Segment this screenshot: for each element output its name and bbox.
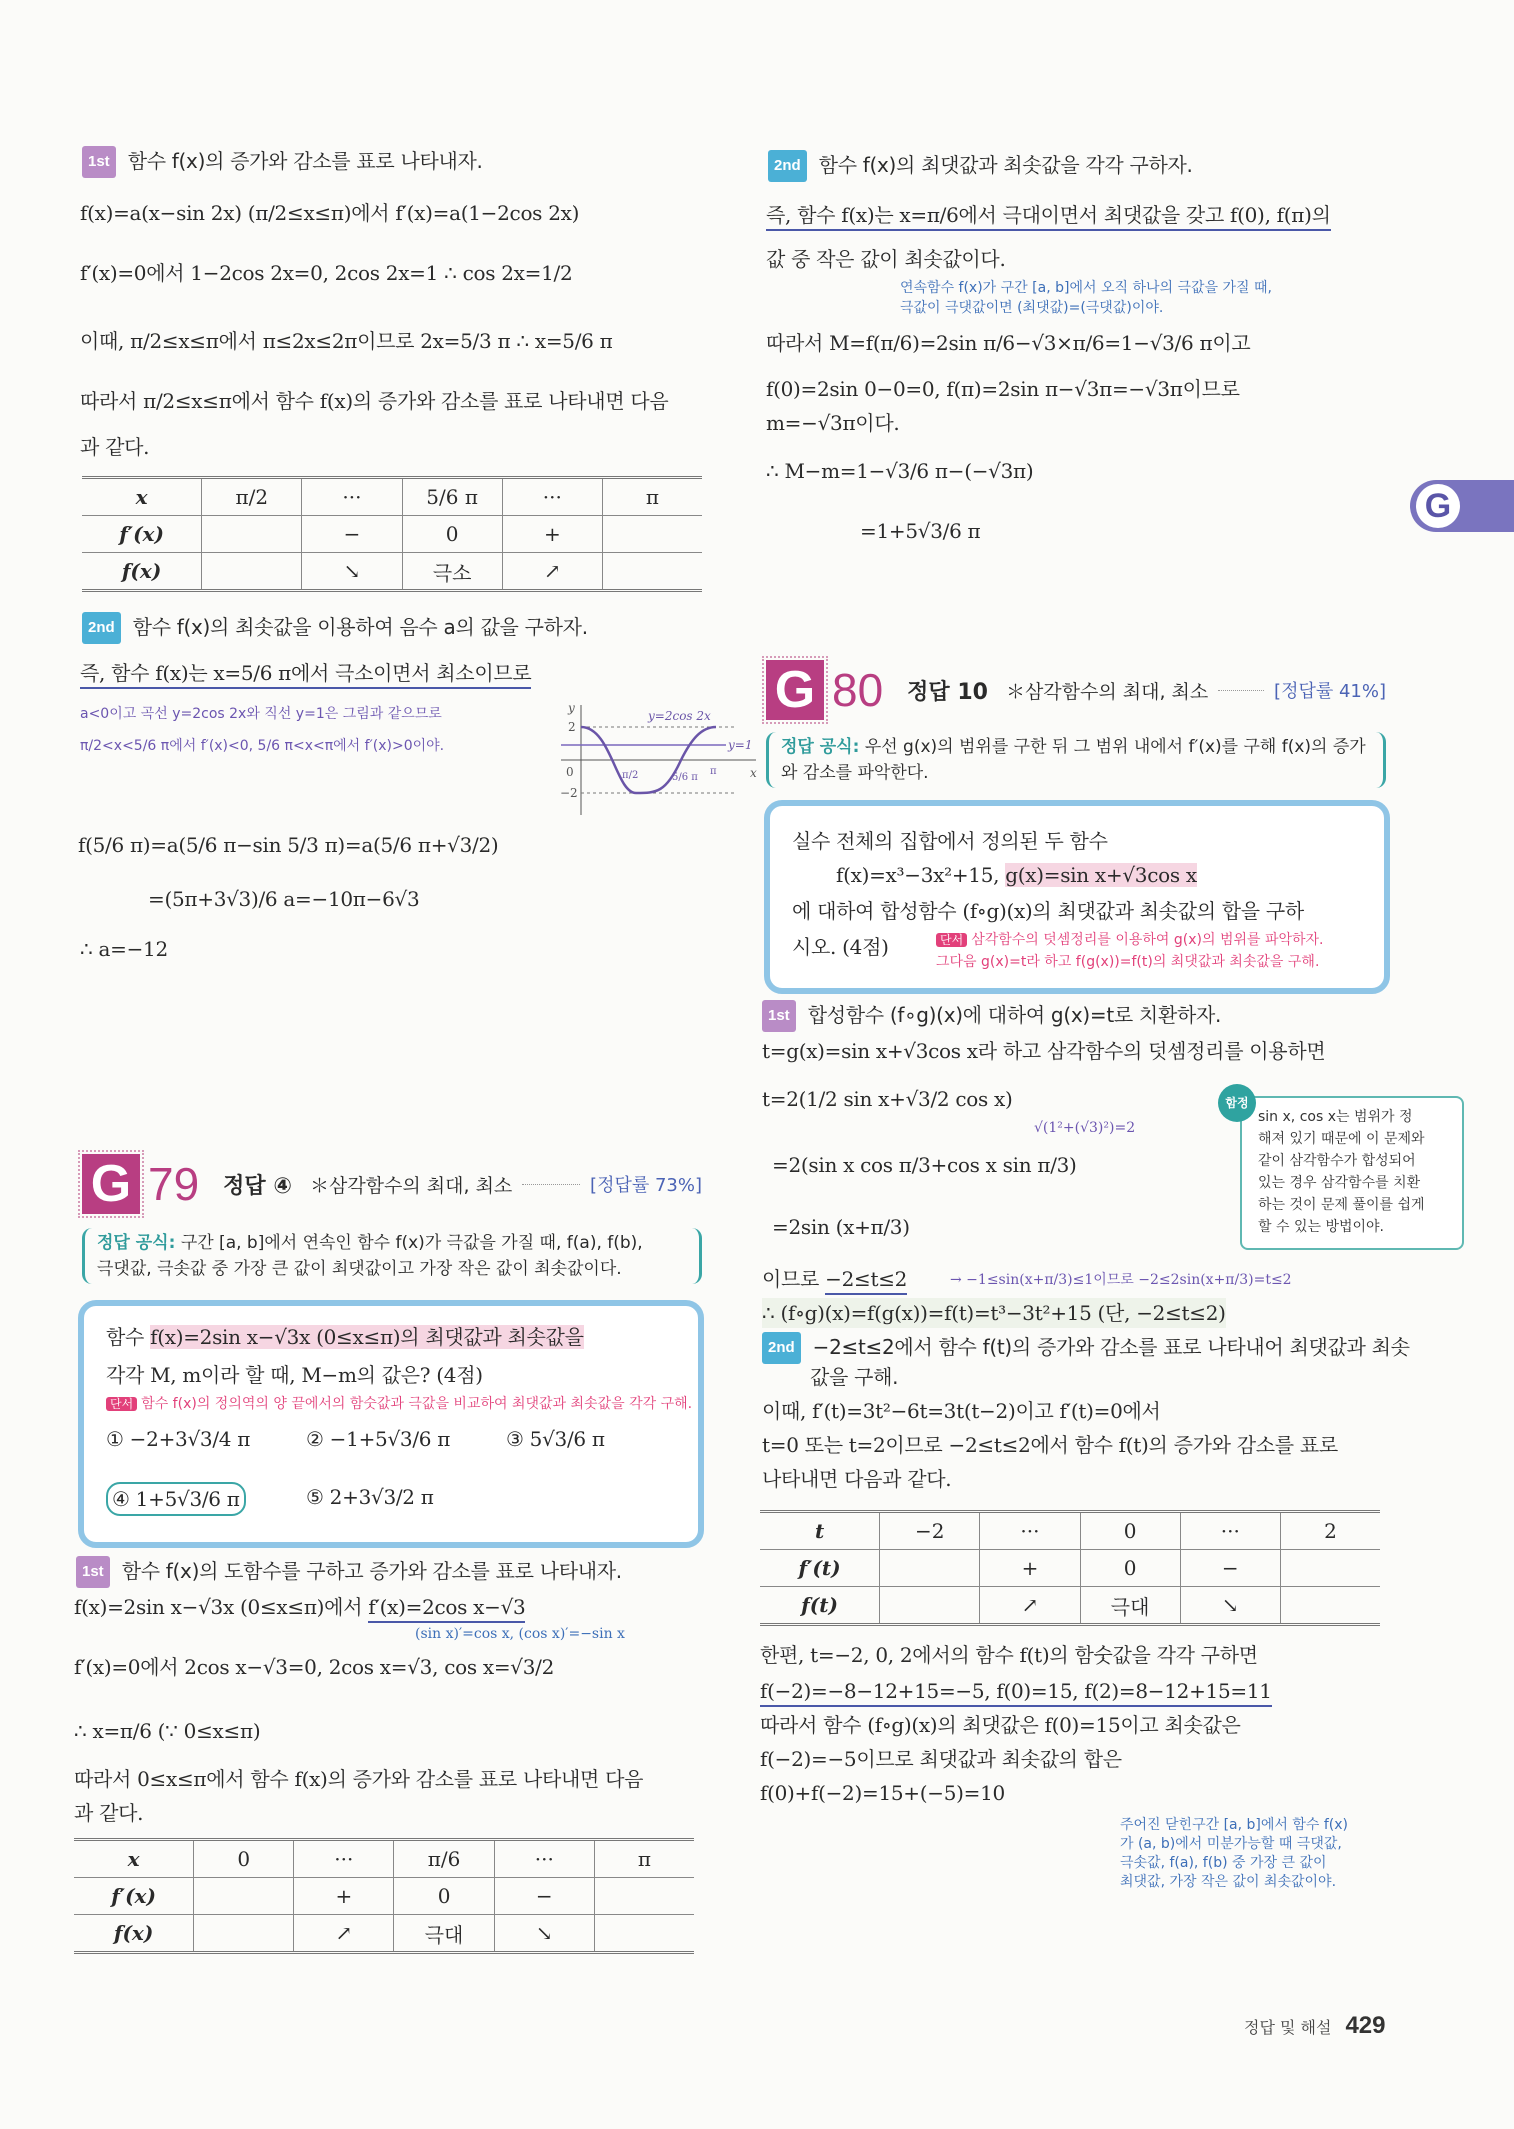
step-badge: 1st (82, 146, 116, 178)
solution-line: 따라서 함수 (f∘g)(x)의 최댓값은 f(0)=15이고 최솟값은 (760, 1713, 1241, 1737)
y-axis-label: y (568, 701, 575, 715)
annotation: π/2<x<5/6 π에서 f′(x)<0, 5/6 π<x<π에서 f′(x)>0이야. (80, 738, 445, 754)
solution-line: 이때, π/2≤x≤π에서 π≤2x≤2π이므로 2x=5/3 π ∴ x=5/6 π (80, 329, 613, 353)
problem-header-g80 (766, 660, 1386, 720)
note-line: 극솟값, f(a), f(b) 중 가장 큰 값이 (1120, 1855, 1327, 1871)
solution-line: =1+5√3/6 π (860, 519, 981, 543)
table-cell: 0 (1080, 1550, 1180, 1587)
table-cell: 0 (402, 516, 502, 553)
solution-line: f(5/6 π)=a(5/6 π−sin 5/3 π)=a(5/6 π+√3/2) (78, 833, 499, 857)
chapter-tab-letter: G (1416, 484, 1460, 528)
question-line: 실수 전체의 집합에서 정의된 두 함수 (792, 829, 1108, 853)
step-badge: 2nd (768, 150, 807, 182)
table-cell: ↗ (502, 553, 602, 591)
formula-text: 구간 [a, b]에서 연속인 함수 f(x)가 극값을 가질 때, f(a), f(b), (180, 1233, 643, 1253)
solution-line: 나타내면 다음과 같다. (762, 1467, 952, 1491)
choice-3[interactable]: ③ 5√3/6 π (506, 1427, 605, 1451)
underlined-text: −2≤t≤2 (825, 1267, 907, 1295)
hint (106, 1394, 692, 1414)
annotation: 극값이 극댓값이면 (최댓값)=(극댓값)이야. (900, 300, 1164, 316)
step-badge: 2nd (762, 1332, 801, 1364)
solution-line: m=−√3π이다. (766, 411, 900, 435)
step-2nd-heading (82, 612, 588, 644)
table-cell: 0 (1080, 1512, 1180, 1550)
question-line: 에 대하여 합성함수 (f∘g)(x)의 최댓값과 최솟값의 합을 구하 (792, 899, 1304, 923)
variation-table (82, 476, 702, 592)
x-tick-label: π/2 (622, 770, 639, 781)
solution-line: f(−2)=−5이므로 최댓값과 최솟값의 합은 (760, 1747, 1122, 1771)
table-cell: 극대 (394, 1915, 494, 1953)
answer-label: 정답 10 (907, 679, 988, 705)
table-row (760, 1512, 1380, 1550)
solution-line (80, 658, 531, 688)
table-cell: ··· (502, 478, 602, 516)
origin-label: 0 (566, 765, 574, 779)
question-line: 시오. (4점) (792, 935, 889, 959)
table-cell (594, 1878, 694, 1915)
step-title: 함수 f(x)의 증가와 감소를 표로 나타내자. (127, 149, 483, 173)
y-tick-label: −2 (560, 786, 578, 800)
row-header-cell: f′(t) (798, 1556, 841, 1580)
formula-text: 와 감소를 파악한다. (781, 763, 929, 783)
table-cell (1280, 1587, 1380, 1625)
problem-box (764, 800, 1390, 994)
table-row (82, 553, 702, 591)
annotation: (sin x)′=cos x, (cos x)′=−sin x (415, 1626, 625, 1642)
problem-box (78, 1300, 704, 1548)
table-cell (594, 1915, 694, 1953)
solution-line: 따라서 0≤x≤π에서 함수 f(x)의 증가와 감소를 표로 나타내면 다음 (74, 1767, 644, 1791)
solution-line: =2sin (x+π/3) (772, 1215, 910, 1239)
table-cell: π (594, 1840, 694, 1878)
annotation: 연속함수 f(x)가 구간 [a, b]에서 오직 하나의 극값을 가질 때, (900, 280, 1272, 296)
table-row (82, 478, 702, 516)
variation-table (74, 1838, 694, 1954)
trap-line: 할 수 있는 방법이야. (1258, 1219, 1384, 1235)
hint: 그다음 g(x)=t라 하고 f(g(x))=f(t)의 최댓값과 최솟값을 구해. (936, 954, 1320, 970)
table-cell: −2 (880, 1512, 980, 1550)
formula-label: 정답 공식: (781, 737, 860, 757)
underlined-text: 즉, 함수 f(x)는 x=5/6 π에서 극소이면서 최소이므로 (80, 661, 531, 689)
note-line: 주어진 닫힌구간 [a, b]에서 함수 f(x) (1120, 1817, 1348, 1833)
variation-table (760, 1510, 1380, 1626)
topic-label: ＊삼각함수의 최대, 최소 (1005, 680, 1209, 703)
table-cell (602, 553, 702, 591)
formula-text: 극댓값, 극솟값 중 가장 큰 값이 최댓값이고 가장 작은 값이 최솟값이다. (97, 1259, 622, 1279)
table-cell: ↘ (494, 1915, 594, 1953)
answer-formula (82, 1228, 702, 1284)
footer-section: 정답 및 해설 (1244, 2018, 1332, 2037)
trap-text (1258, 1106, 1425, 1238)
step-title: 함수 f(x)의 도함수를 구하고 증가와 감소를 표로 나타내자. (121, 1559, 622, 1583)
annotation (1120, 1816, 1348, 1892)
step-title: −2≤t≤2에서 함수 f(t)의 증가와 감소를 표로 나타내어 최댓값과 최솟 (812, 1335, 1410, 1359)
table-cell: 극소 (402, 553, 502, 591)
table-cell: ↗ (294, 1915, 394, 1953)
choice-4-selected[interactable]: ④ 1+5√3/6 π (106, 1482, 246, 1516)
table-cell: ↘ (1180, 1587, 1280, 1625)
hint-text: 삼각함수의 덧셈정리를 이용하여 g(x)의 범위를 파악하자. (971, 932, 1324, 948)
row-header-cell: x (135, 485, 148, 509)
choice-1[interactable]: ① −2+3√3/4 π (106, 1427, 251, 1451)
solution-line: f′(x)=0에서 1−2cos 2x=0, 2cos 2x=1 ∴ cos 2x=1/2 (80, 261, 573, 285)
table-cell: ··· (494, 1840, 594, 1878)
answer-formula (766, 732, 1386, 788)
table-cell: ··· (1180, 1512, 1280, 1550)
annotation: √(1²+(√3)²)=2 (1034, 1120, 1136, 1136)
question-line (836, 860, 1197, 890)
table-cell: + (502, 516, 602, 553)
solution-line (762, 1264, 907, 1294)
correct-rate: [정답률 73%] (590, 1175, 702, 1196)
hint-tag: 단서 (106, 1397, 137, 1411)
solution-line: f′(x)=0에서 2cos x−√3=0, 2cos x=√3, cos x=√3/2 (74, 1655, 555, 1679)
row-header-cell: t (814, 1519, 825, 1543)
hint (936, 930, 1324, 950)
choice-5[interactable]: ⑤ 2+3√3/2 π (306, 1485, 434, 1509)
leader-dots (522, 1184, 580, 1185)
step-badge: 2nd (82, 612, 121, 644)
solution-line (766, 200, 1331, 230)
step-title: 함수 f(x)의 최댓값과 최솟값을 각각 구하자. (818, 153, 1193, 177)
table-cell (602, 516, 702, 553)
table-cell (880, 1550, 980, 1587)
solution-line: 값 중 작은 값이 최솟값이다. (766, 247, 1006, 271)
table-cell: ··· (302, 478, 402, 516)
page-number: 429 (1345, 2012, 1386, 2039)
page-footer (1244, 2012, 1386, 2040)
step-1st-heading (82, 146, 483, 178)
step-title: 함수 f(x)의 최솟값을 이용하여 음수 a의 값을 구하자. (132, 615, 588, 639)
table-cell: ↘ (302, 553, 402, 591)
solution-line: t=g(x)=sin x+√3cos x라 하고 삼각함수의 덧셈정리를 이용하면 (762, 1039, 1326, 1063)
solution-line: 과 같다. (80, 435, 150, 459)
table-cell: ↗ (980, 1587, 1080, 1625)
table-cell: π (602, 478, 702, 516)
line-label: y=1 (728, 738, 753, 752)
problem-number: 80 (832, 664, 884, 716)
step-title: 합성함수 (f∘g)(x)에 대하여 g(x)=t로 치환하자. (807, 1003, 1222, 1027)
table-cell (202, 516, 302, 553)
problem-header-g79 (82, 1154, 702, 1214)
x-axis-label: x (750, 766, 757, 780)
chapter-badge: G (766, 660, 824, 720)
row-header-cell: f(t) (801, 1593, 838, 1617)
table-cell: π/6 (394, 1840, 494, 1878)
table-row (760, 1587, 1380, 1625)
chapter-side-tab[interactable] (1410, 480, 1514, 532)
underlined-text: f(−2)=−8−12+15=−5, f(0)=15, f(2)=8−12+15=11 (760, 1679, 1272, 1707)
solution-line: 한편, t=−2, 0, 2에서의 함수 f(t)의 함숫값을 각각 구하면 (760, 1643, 1258, 1667)
step-badge: 1st (76, 1556, 110, 1588)
hint-tag: 단서 (936, 933, 967, 947)
trap-line: 해져 있기 때문에 이 문제와 (1258, 1131, 1425, 1147)
table-row (74, 1878, 694, 1915)
table-cell (202, 553, 302, 591)
solution-line: =2(sin x cos π/3+cos x sin π/3) (772, 1153, 1077, 1177)
table-row (760, 1550, 1380, 1587)
note-line: 최댓값, 가장 작은 값이 최솟값이야. (1120, 1874, 1337, 1890)
question-line: 각각 M, m이라 할 때, M−m의 값은? (4점) (106, 1363, 483, 1387)
solution-line: ∴ M−m=1−√3/6 π−(−√3π) (766, 459, 1034, 483)
leader-dots (1218, 690, 1264, 691)
question-line (106, 1322, 584, 1352)
solution-line: ∴ a=−12 (80, 937, 168, 961)
solution-line: f(0)+f(−2)=15+(−5)=10 (760, 1781, 1005, 1805)
row-header-cell: f′(x) (119, 522, 164, 546)
question-text: 함수 (106, 1325, 151, 1349)
curve-label: y=2cos 2x (648, 709, 711, 723)
highlighted-text: g(x)=sin x+√3cos x (1005, 863, 1197, 887)
text: f(x)=x³−3x²+15, (836, 863, 1006, 887)
step-1st-heading (76, 1556, 622, 1588)
step-2nd-heading (762, 1332, 1410, 1364)
step-2nd-heading (768, 150, 1193, 182)
solution-line: t=0 또는 t=2이므로 −2≤t≤2에서 함수 f(t)의 증가와 감소를 표로 (762, 1433, 1338, 1457)
table-cell: + (980, 1550, 1080, 1587)
row-header-cell: x (127, 1847, 140, 1871)
table-cell: − (494, 1878, 594, 1915)
x-tick-label: 5/6 π (672, 772, 698, 783)
trap-callout (1225, 1096, 1464, 1250)
text: 이므로 (762, 1267, 826, 1291)
formula-text: 우선 g(x)의 범위를 구한 뒤 그 범위 내에서 f′(x)를 구해 f(x)의 증가 (864, 737, 1366, 757)
y-tick-label: 2 (568, 720, 576, 734)
problem-number: 79 (148, 1158, 200, 1210)
note-line: 가 (a, b)에서 미분가능할 때 극댓값, (1120, 1836, 1342, 1852)
trap-line: sin x, cos x는 범위가 정 (1258, 1109, 1413, 1125)
solution-line: 따라서 π/2≤x≤π에서 함수 f(x)의 증가와 감소를 표로 나타내면 다음 (80, 389, 669, 413)
table-cell: − (1180, 1550, 1280, 1587)
row-header-cell: f(x) (113, 1921, 154, 1945)
step-1st-heading (762, 1000, 1221, 1032)
topic-label: ＊삼각함수의 최대, 최소 (309, 1174, 513, 1197)
table-cell (1280, 1550, 1380, 1587)
table-cell: 0 (194, 1840, 294, 1878)
trap-badge: 함정 (1218, 1084, 1256, 1122)
solution-line (74, 1592, 525, 1622)
solution-line: t=2(1/2 sin x+√3/2 cos x) (762, 1087, 1013, 1111)
table-cell: ··· (980, 1512, 1080, 1550)
correct-rate: [정답률 41%] (1274, 681, 1386, 702)
solution-line: ∴ (f∘g)(x)=f(g(x))=f(t)=t³−3t²+15 (단, −2≤t≤2) (762, 1298, 1226, 1328)
hint-text: 함수 f(x)의 정의역의 양 끝에서의 함숫값과 극값을 비교하여 최댓값과 최솟값을 각각 구해. (141, 1396, 693, 1412)
annotation: a<0이고 곡선 y=2cos 2x와 직선 y=1은 그림과 같으므로 (80, 706, 442, 722)
row-header-cell: f′(x) (111, 1884, 156, 1908)
chapter-badge: G (82, 1154, 140, 1214)
solution-line (760, 1676, 1272, 1706)
table-row (82, 516, 702, 553)
trap-line: 하는 것이 문제 풀이를 쉽게 (1258, 1197, 1425, 1213)
table-cell (194, 1915, 294, 1953)
table-cell: ··· (294, 1840, 394, 1878)
table-cell: 2 (1280, 1512, 1380, 1550)
cosine-graph (556, 700, 761, 820)
solution-line: 따라서 M=f(π/6)=2sin π/6−√3×π/6=1−√3/6 π이고 (766, 331, 1251, 355)
formula-label: 정답 공식: (97, 1233, 176, 1253)
table-cell: π/2 (202, 478, 302, 516)
table-cell: − (302, 516, 402, 553)
underlined-text: 즉, 함수 f(x)는 x=π/6에서 극대이면서 최댓값을 갖고 f(0), f(π)의 (766, 203, 1331, 231)
table-cell: + (294, 1878, 394, 1915)
solution-line: 이때, f′(t)=3t²−6t=3t(t−2)이고 f′(t)=0에서 (762, 1399, 1161, 1423)
text: f(x)=2sin x−√3x (0≤x≤π)에서 (74, 1595, 369, 1619)
table-cell (880, 1587, 980, 1625)
annotation: → −1≤sin(x+π/3)≤1이므로 −2≤2sin(x+π/3)=t≤2 (950, 1272, 1292, 1288)
table-cell: 5/6 π (402, 478, 502, 516)
choice-2[interactable]: ② −1+5√3/6 π (306, 1427, 451, 1451)
solution-line: 과 같다. (74, 1801, 144, 1825)
step-title-cont: 값을 구해. (810, 1365, 899, 1389)
solution-line: =(5π+3√3)/6 a=−10π−6√3 (148, 887, 420, 911)
trap-line: 같이 삼각함수가 합성되어 (1258, 1153, 1416, 1169)
table-cell (194, 1878, 294, 1915)
table-cell: 극대 (1080, 1587, 1180, 1625)
table-row (74, 1915, 694, 1953)
solution-line: f(x)=a(x−sin 2x) (π/2≤x≤π)에서 f′(x)=a(1−2cos 2x) (80, 201, 580, 225)
trap-line: 있는 경우 삼각함수를 치환 (1258, 1175, 1421, 1191)
table-row (74, 1840, 694, 1878)
step-badge: 1st (762, 1000, 796, 1032)
underlined-text: f′(x)=2cos x−√3 (368, 1595, 525, 1623)
answer-label: 정답 ④ (223, 1173, 292, 1199)
row-header-cell: f(x) (121, 559, 162, 583)
solution-line: f(0)=2sin 0−0=0, f(π)=2sin π−√3π=−√3π이므로 (766, 377, 1240, 401)
solution-line: ∴ x=π/6 (∵ 0≤x≤π) (74, 1719, 261, 1743)
highlighted-text: f(x)=2sin x−√3x (0≤x≤π)의 최댓값과 최솟값을 (150, 1325, 584, 1349)
table-cell: 0 (394, 1878, 494, 1915)
x-tick-label: π (710, 766, 717, 777)
